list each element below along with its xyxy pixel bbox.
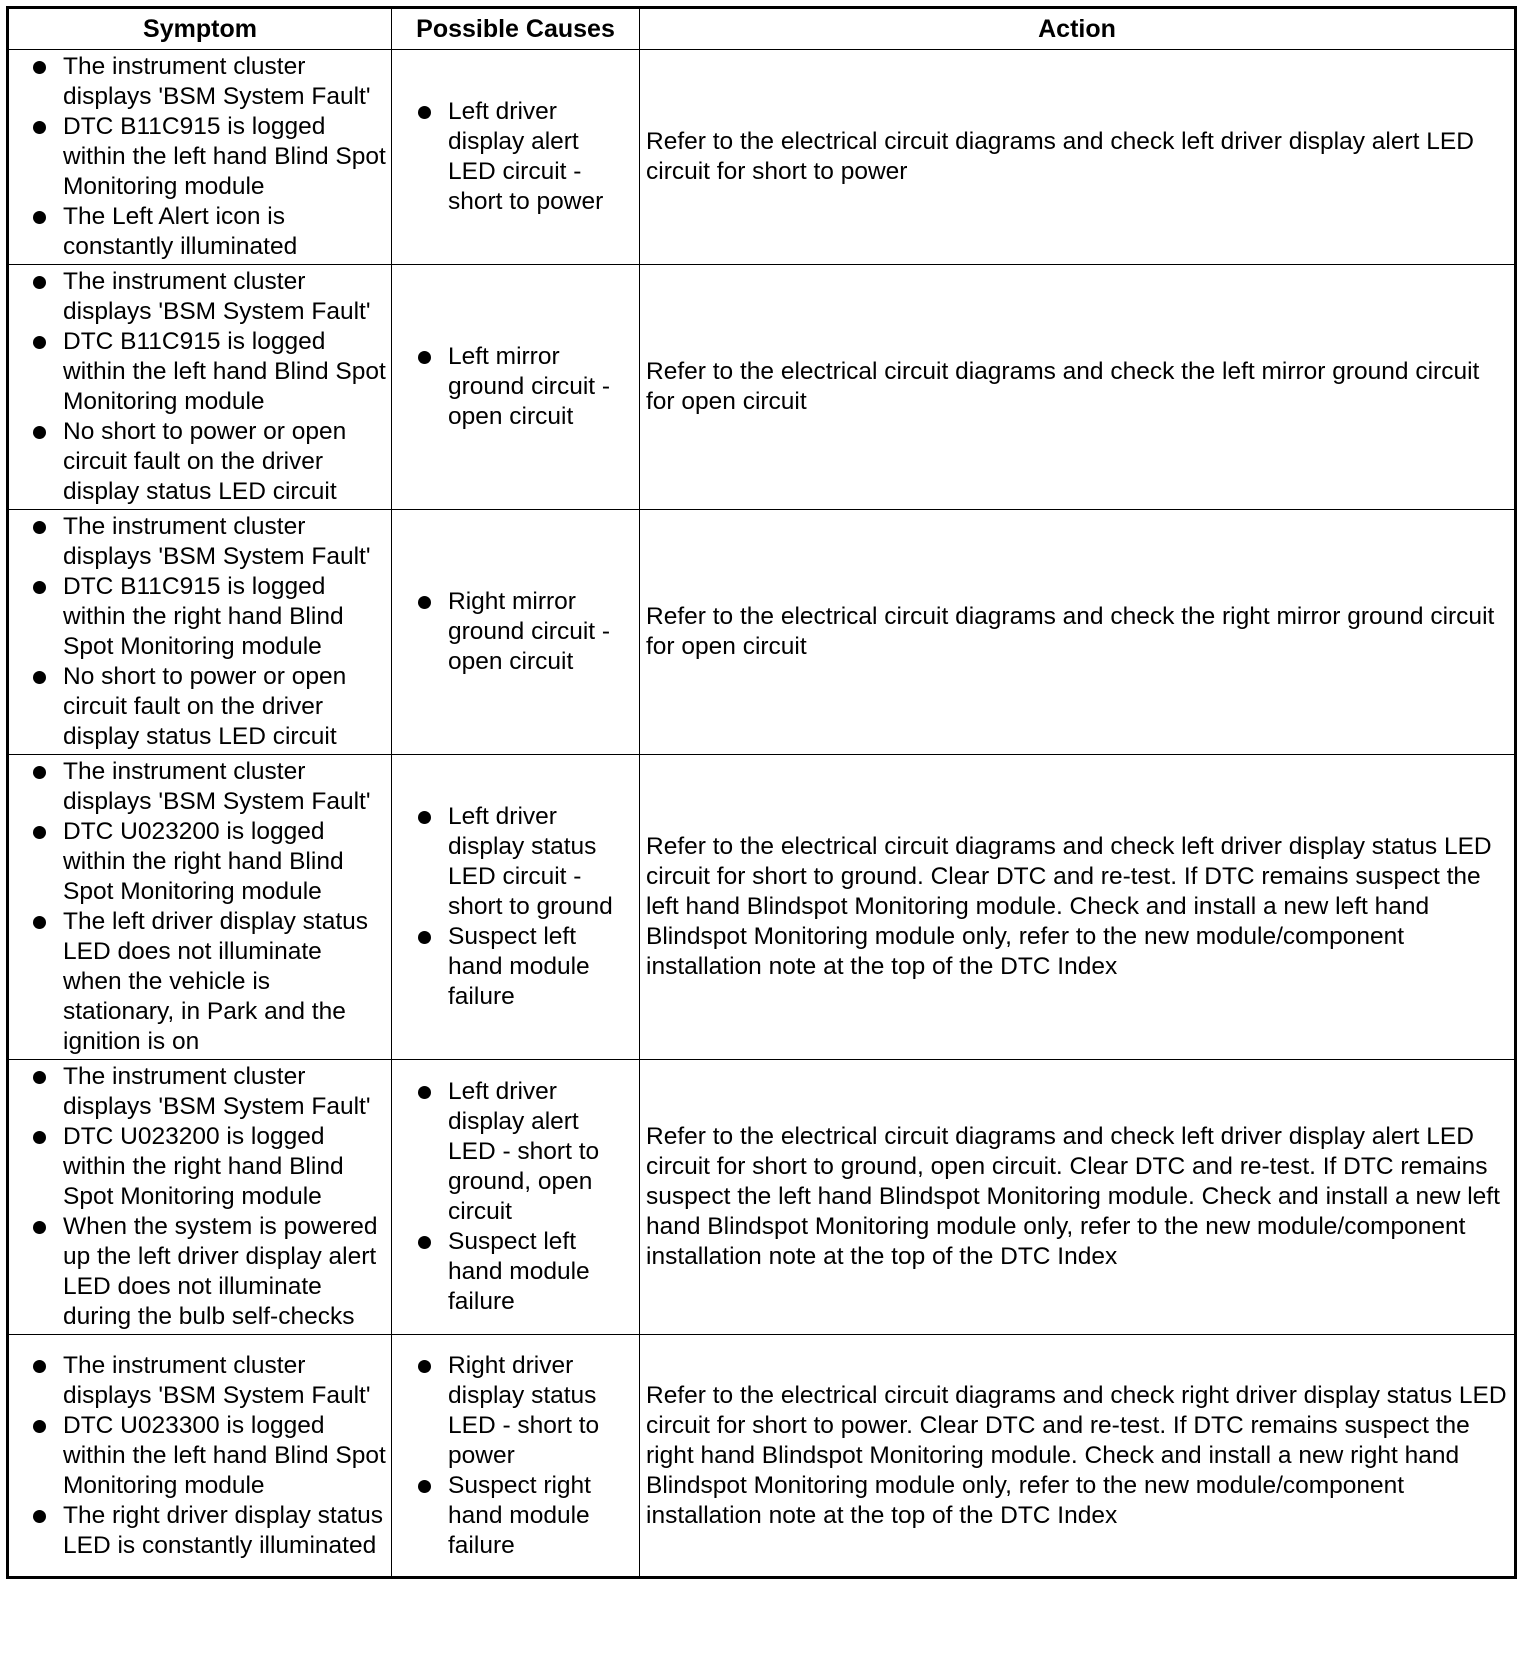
cause-item: Right mirror ground circuit - open circuit xyxy=(392,587,633,677)
cause-list xyxy=(392,1351,633,1561)
symptom-cell xyxy=(8,1335,392,1578)
bullet-icon xyxy=(33,581,46,594)
bullet-icon xyxy=(418,931,431,944)
bullet-icon xyxy=(33,276,46,289)
table-header-row xyxy=(8,8,1516,50)
table-row xyxy=(8,50,1516,265)
bullet-icon xyxy=(418,1360,431,1373)
bullet-icon xyxy=(33,426,46,439)
symptom-item: DTC U023200 is logged within the right hand Blind Spot Monitoring module xyxy=(9,1122,387,1212)
cause-item: Left driver display status LED circuit - short to ground xyxy=(392,802,633,922)
symptom-list xyxy=(9,267,387,507)
symptom-item: The instrument cluster displays 'BSM System Fault' xyxy=(9,52,387,112)
symptom-list xyxy=(9,1062,387,1332)
table-row xyxy=(8,1060,1516,1335)
cause-item: Left mirror ground circuit - open circuit xyxy=(392,342,633,432)
cause-item: Left driver display alert LED - short to ground, open circuit xyxy=(392,1077,633,1227)
bullet-icon xyxy=(33,1221,46,1234)
diagnostic-table xyxy=(6,6,1517,1579)
header-symptom: Symptom xyxy=(8,8,392,50)
symptom-list xyxy=(9,52,387,262)
header-possible-causes: Possible Causes xyxy=(392,8,640,50)
symptom-item: The Left Alert icon is constantly illuminated xyxy=(9,202,387,262)
table-row xyxy=(8,510,1516,755)
bullet-icon xyxy=(418,1480,431,1493)
symptom-item: The left driver display status LED does not illuminate when the vehicle is stationary, in Park and the ignition is on xyxy=(9,907,387,1057)
symptom-cell xyxy=(8,755,392,1060)
symptom-item: The right driver display status LED is constantly illuminated xyxy=(9,1501,387,1561)
header-action: Action xyxy=(640,8,1516,50)
symptom-item: DTC B11C915 is logged within the left hand Blind Spot Monitoring module xyxy=(9,112,387,202)
cause-list xyxy=(392,802,633,1012)
bullet-icon xyxy=(418,1236,431,1249)
bullet-icon xyxy=(33,211,46,224)
diagnostic-table-container xyxy=(6,6,1514,1579)
bullet-icon xyxy=(33,121,46,134)
cause-cell xyxy=(392,1060,640,1335)
symptom-list xyxy=(9,1351,387,1561)
cause-cell xyxy=(392,755,640,1060)
table-row xyxy=(8,755,1516,1060)
bullet-icon xyxy=(33,671,46,684)
action-cell: Refer to the electrical circuit diagrams and check left driver display status LED circuit for short to ground. Clear DTC and re-test. If DTC remains suspect the left hand Blindspot Monitoring module. Check and install a new left hand Blindspot Monitoring module only, refer to the new module/component installation note at the top of the DTC Index xyxy=(640,755,1516,1060)
symptom-item: The instrument cluster displays 'BSM System Fault' xyxy=(9,1062,387,1122)
bullet-icon xyxy=(33,1510,46,1523)
cause-list xyxy=(392,342,633,432)
action-cell: Refer to the electrical circuit diagrams and check the right mirror ground circuit for open circuit xyxy=(640,510,1516,755)
symptom-item: The instrument cluster displays 'BSM System Fault' xyxy=(9,757,387,817)
bullet-icon xyxy=(33,1420,46,1433)
bullet-icon xyxy=(33,916,46,929)
bullet-icon xyxy=(33,766,46,779)
bullet-icon xyxy=(33,521,46,534)
cause-item: Left driver display alert LED circuit - short to power xyxy=(392,97,633,217)
cause-item: Right driver display status LED - short to power xyxy=(392,1351,633,1471)
cause-list xyxy=(392,1077,633,1317)
symptom-item: No short to power or open circuit fault on the driver display status LED circuit xyxy=(9,417,387,507)
bullet-icon xyxy=(418,106,431,119)
cause-list xyxy=(392,97,633,217)
table-row xyxy=(8,265,1516,510)
bullet-icon xyxy=(33,1360,46,1373)
symptom-list xyxy=(9,512,387,752)
bullet-icon xyxy=(33,1071,46,1084)
symptom-item: No short to power or open circuit fault on the driver display status LED circuit xyxy=(9,662,387,752)
symptom-cell xyxy=(8,510,392,755)
cause-item: Suspect left hand module failure xyxy=(392,1227,633,1317)
bullet-icon xyxy=(33,336,46,349)
bullet-icon xyxy=(33,1131,46,1144)
symptom-item: The instrument cluster displays 'BSM System Fault' xyxy=(9,512,387,572)
action-cell: Refer to the electrical circuit diagrams and check left driver display alert LED circuit for short to ground, open circuit. Clear DTC and re-test. If DTC remains suspect the left hand Blindspot Monitoring module. Check and install a new left hand Blindspot Monitoring module only, refer to the new module/component installation note at the top of the DTC Index xyxy=(640,1060,1516,1335)
cause-cell xyxy=(392,50,640,265)
symptom-item: DTC B11C915 is logged within the left hand Blind Spot Monitoring module xyxy=(9,327,387,417)
bullet-icon xyxy=(418,1086,431,1099)
symptom-item: The instrument cluster displays 'BSM System Fault' xyxy=(9,1351,387,1411)
symptom-cell xyxy=(8,50,392,265)
cause-cell xyxy=(392,265,640,510)
cause-list xyxy=(392,587,633,677)
symptom-cell xyxy=(8,1060,392,1335)
bullet-icon xyxy=(33,61,46,74)
action-cell: Refer to the electrical circuit diagrams and check the left mirror ground circuit for open circuit xyxy=(640,265,1516,510)
action-cell: Refer to the electrical circuit diagrams and check left driver display alert LED circuit for short to power xyxy=(640,50,1516,265)
action-cell: Refer to the electrical circuit diagrams and check right driver display status LED circuit for short to power. Clear DTC and re-test. If DTC remains suspect the right hand Blindspot Monitoring module. Check and install a new right hand Blindspot Monitoring module only, refer to the new module/component installation note at the top of the DTC Index xyxy=(640,1335,1516,1578)
cause-item: Suspect right hand module failure xyxy=(392,1471,633,1561)
cause-cell xyxy=(392,1335,640,1578)
symptom-item: DTC B11C915 is logged within the right hand Blind Spot Monitoring module xyxy=(9,572,387,662)
cause-cell xyxy=(392,510,640,755)
bullet-icon xyxy=(418,811,431,824)
bullet-icon xyxy=(33,826,46,839)
bullet-icon xyxy=(418,596,431,609)
symptom-item: When the system is powered up the left driver display alert LED does not illuminate during the bulb self-checks xyxy=(9,1212,387,1332)
bullet-icon xyxy=(418,351,431,364)
symptom-list xyxy=(9,757,387,1057)
symptom-item: DTC U023200 is logged within the right hand Blind Spot Monitoring module xyxy=(9,817,387,907)
table-row xyxy=(8,1335,1516,1578)
cause-item: Suspect left hand module failure xyxy=(392,922,633,1012)
symptom-item: The instrument cluster displays 'BSM System Fault' xyxy=(9,267,387,327)
symptom-item: DTC U023300 is logged within the left hand Blind Spot Monitoring module xyxy=(9,1411,387,1501)
symptom-cell xyxy=(8,265,392,510)
